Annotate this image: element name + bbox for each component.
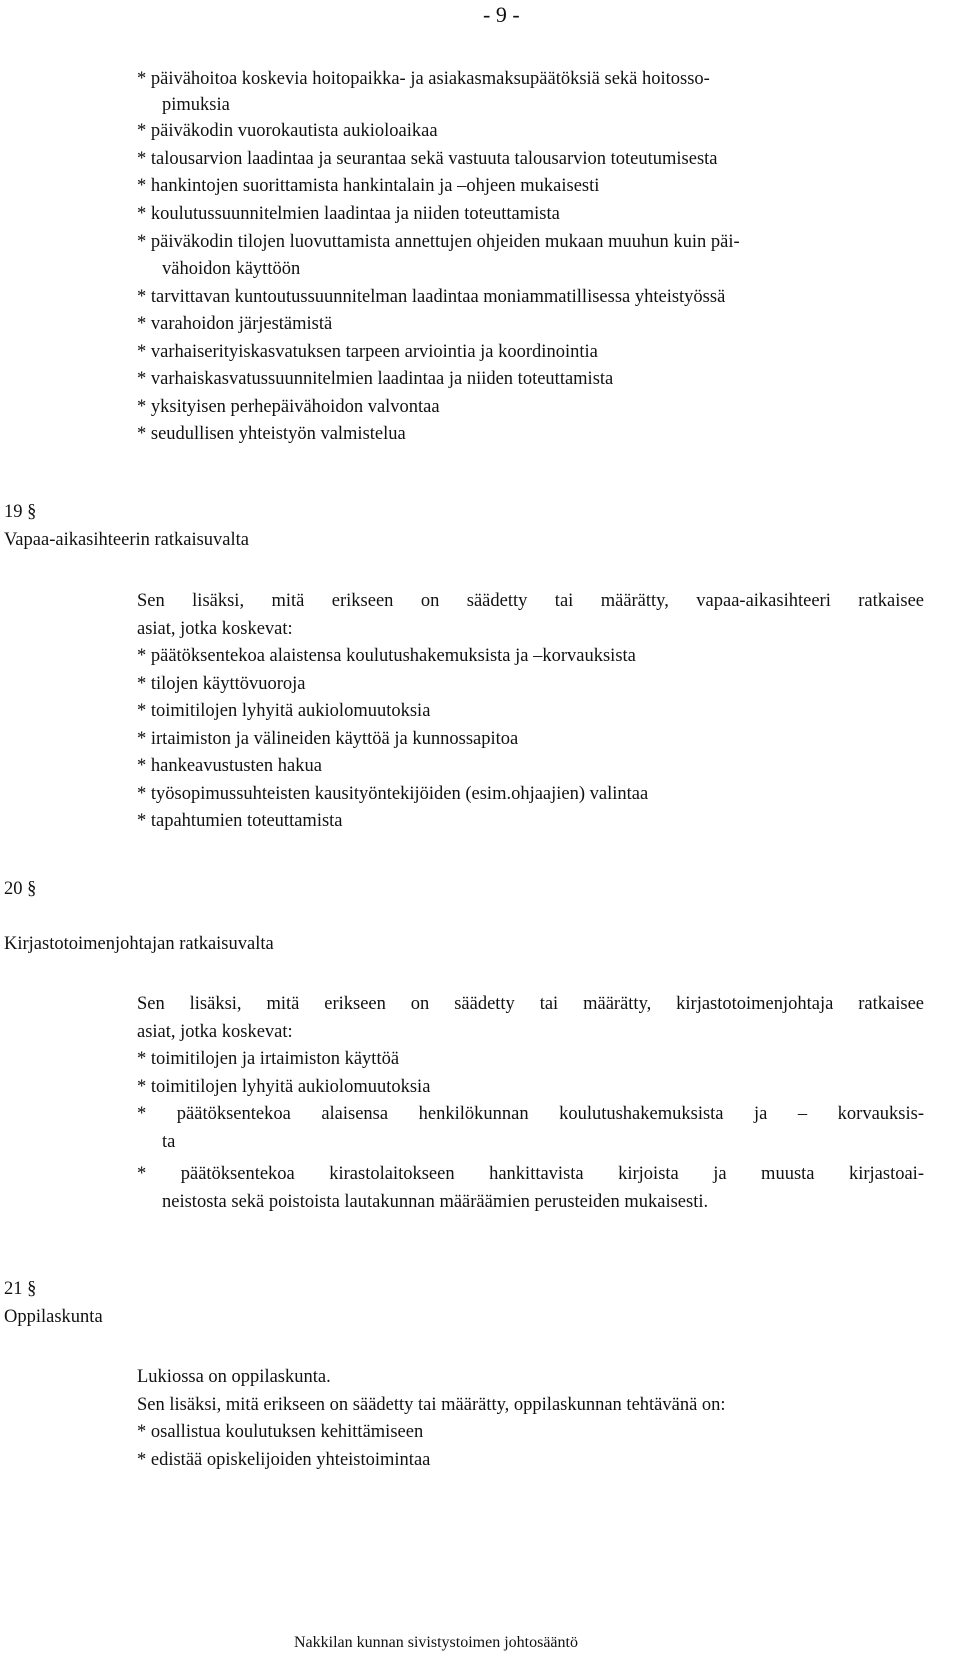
section-19-number: 19 § [4,502,37,522]
list-item: * varahoidon järjestämistä [137,314,333,334]
list-item: * varhaiskasvatussuunnitelmien laadintaa ja niiden toteuttamista [137,369,614,389]
list-item: neistosta sekä poistoista lautakunnan määräämien perusteiden mukaisesti. [162,1192,709,1212]
list-item: * päiväkodin vuorokautista aukioloaikaa [137,121,438,141]
page-footer: Nakkilan kunnan sivistystoimen johtosääntö [294,1634,578,1651]
section-20-intro-2: asiat, jotka koskevat: [137,1022,293,1042]
list-item: * tapahtumien toteuttamista [137,811,343,831]
list-item: * hankeavustusten hakua [137,756,322,776]
list-item: * työsopimussuhteisten kausityöntekijöiden (esim.ohjaajien) valintaa [137,784,649,804]
list-item: * toimitilojen lyhyitä aukiolomuutoksia [137,1077,431,1097]
section-21-intro-2: Sen lisäksi, mitä erikseen on säädetty tai määrätty, oppilaskunnan tehtävänä on: [137,1395,726,1415]
list-item: * talousarvion laadintaa ja seurantaa sekä vastuuta talousarvion toteutumisesta [137,149,718,169]
list-item: * irtaimiston ja välineiden käyttöä ja kunnossapitoa [137,729,519,749]
section-21-title: Oppilaskunta [4,1307,103,1327]
list-item: * toimitilojen ja irtaimiston käyttöä [137,1049,400,1069]
list-item: * seudullisen yhteistyön valmistelua [137,424,406,444]
list-item: * edistää opiskelijoiden yhteistoimintaa [137,1450,431,1470]
section-20-title: Kirjastotoimenjohtajan ratkaisuvalta [4,934,274,954]
list-item: * hankintojen suorittamista hankintalain ja –ohjeen mukaisesti [137,176,600,196]
list-item: * päivähoitoa koskevia hoitopaikka- ja asiakasmaksupäätöksiä sekä hoitosso- [137,69,710,89]
list-item: * tilojen käyttövuoroja [137,674,306,694]
list-item: vähoidon käyttöön [162,259,301,279]
list-item: * päätöksentekoa kirastolaitokseen hankittavista kirjoista ja muusta kirjastoai- [137,1164,924,1184]
list-item: ta [162,1132,176,1152]
section-20-number: 20 § [4,879,37,899]
list-item: * toimitilojen lyhyitä aukiolomuutoksia [137,701,431,721]
list-item: * varhaiserityiskasvatuksen tarpeen arviointia ja koordinointia [137,342,598,362]
list-item: * osallistua koulutuksen kehittämiseen [137,1422,424,1442]
list-item: * koulutussuunnitelmien laadintaa ja niiden toteuttamista [137,204,560,224]
section-21-number: 21 § [4,1279,37,1299]
section-19-intro: Sen lisäksi, mitä erikseen on säädetty tai määrätty, vapaa-aikasihteeri ratkaisee [137,591,924,611]
page-number: - 9 - [483,2,520,27]
list-item: * päätöksentekoa alaisensa henkilökunnan koulutushakemuksista ja – korvauksis- [137,1104,924,1124]
section-20-intro: Sen lisäksi, mitä erikseen on säädetty tai määrätty, kirjastotoimenjohtaja ratkaisee [137,994,924,1014]
list-item: * yksityisen perhepäivähoidon valvontaa [137,397,440,417]
list-item: * päiväkodin tilojen luovuttamista annettujen ohjeiden mukaan muuhun kuin päi- [137,232,740,252]
section-19-intro-2: asiat, jotka koskevat: [137,619,293,639]
list-item: pimuksia [162,95,230,115]
list-item: * tarvittavan kuntoutussuunnitelman laadintaa moniammatillisessa yhteistyössä [137,287,726,307]
list-item: * päätöksentekoa alaistensa koulutushakemuksista ja –korvauksista [137,646,636,666]
section-19-title: Vapaa-aikasihteerin ratkaisuvalta [4,530,250,550]
section-21-intro: Lukiossa on oppilaskunta. [137,1367,331,1387]
